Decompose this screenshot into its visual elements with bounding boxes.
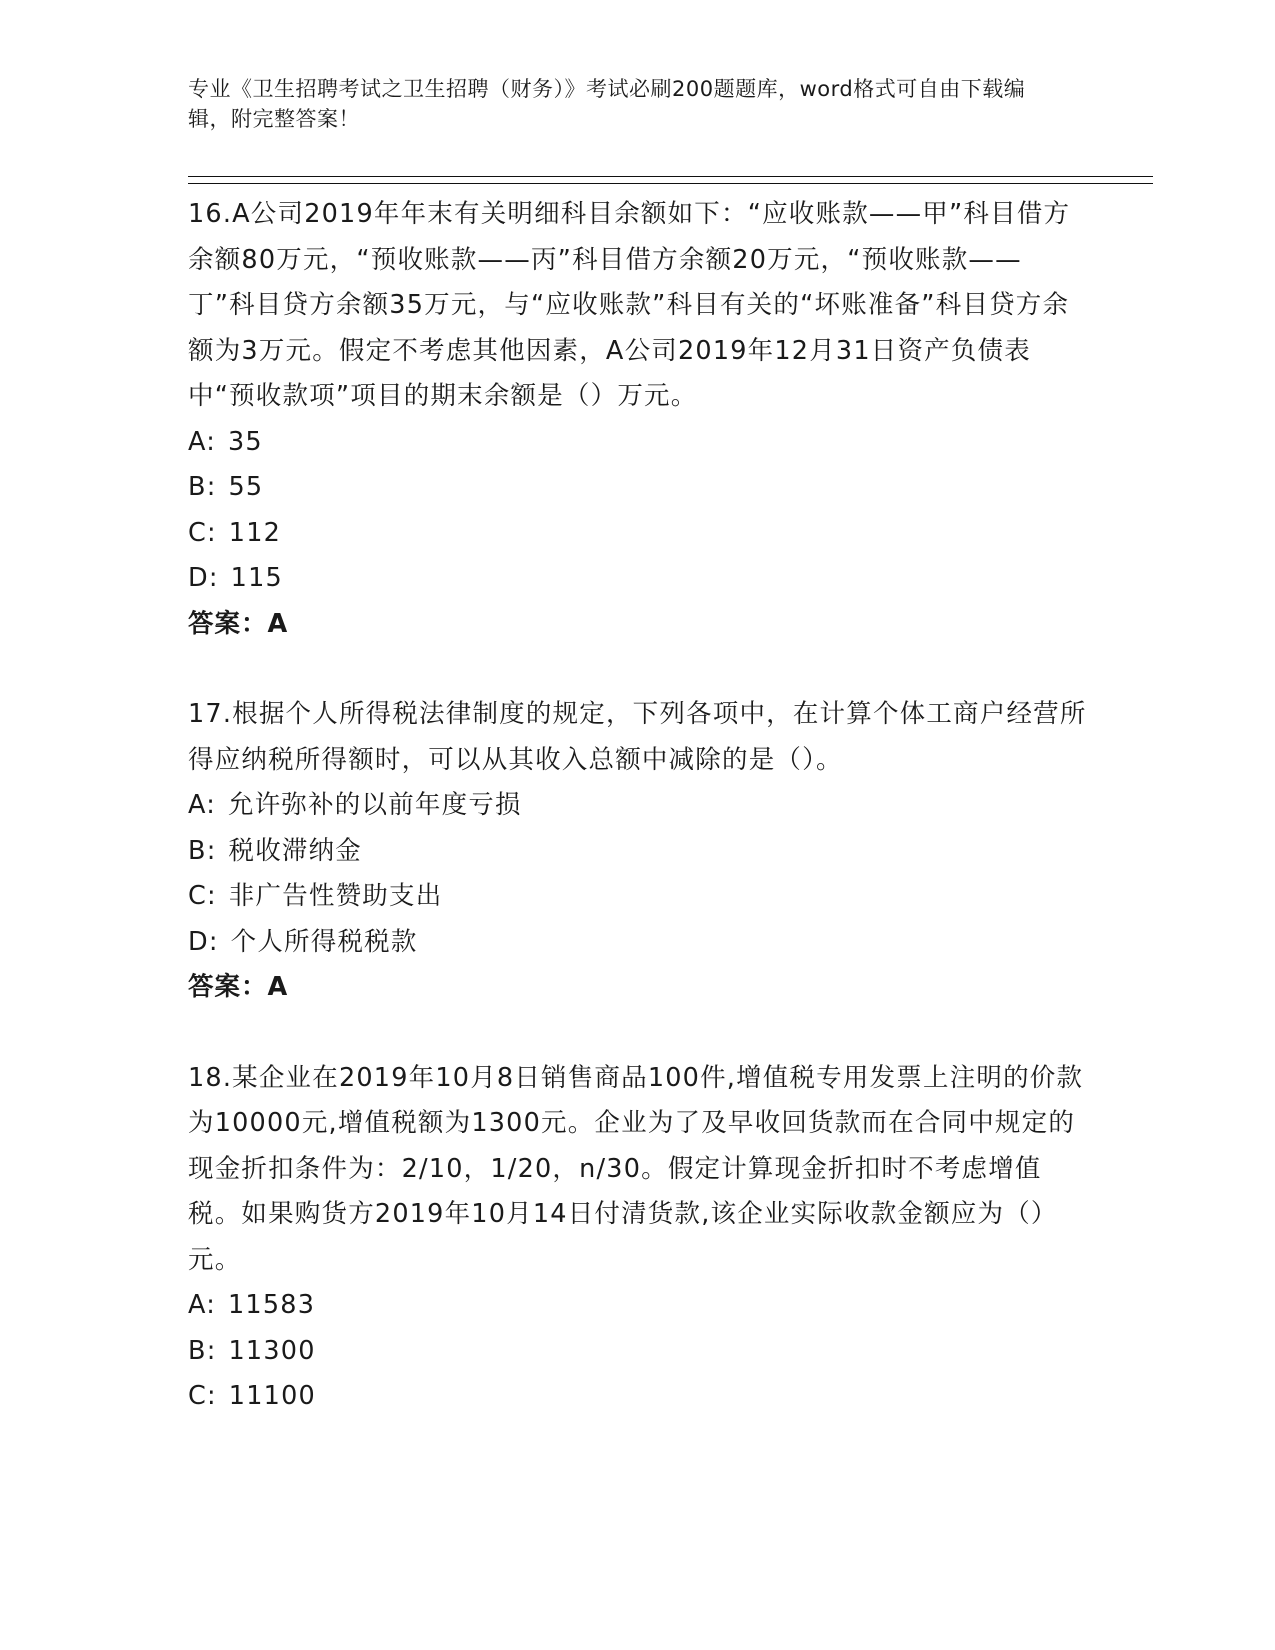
option-text: 个人所得税税款 [230, 926, 418, 957]
answer-label: 答案：A [188, 972, 289, 1002]
option-key: A: [188, 790, 216, 820]
header-divider-top [188, 176, 1153, 177]
option-key: C: [188, 881, 217, 911]
question-18 [188, 1056, 1088, 1420]
answer-label: 答案：A [188, 608, 289, 639]
option-text: 允许弥补的以前年度亏损 [228, 790, 522, 820]
option-c [188, 511, 1088, 557]
option-c [188, 874, 1088, 920]
option-text: 115 [230, 563, 283, 593]
option-key: D: [188, 563, 219, 593]
option-d [188, 920, 1088, 966]
option-b [188, 1329, 1088, 1375]
option-text: 11100 [228, 1381, 316, 1411]
option-key: B: [188, 1335, 217, 1366]
option-text: 11583 [228, 1290, 316, 1320]
option-key: C: [188, 1381, 217, 1411]
question-spacer [188, 1011, 1088, 1056]
option-text: 11300 [228, 1335, 316, 1366]
question-spacer [188, 647, 1088, 692]
question-stem: 17.根据个人所得税法律制度的规定，下列各项中，在计算个体工商户经营所得应纳税所得额时，可以从其收入总额中减除的是（）。 [188, 699, 1087, 775]
option-b [188, 829, 1088, 875]
option-text: 非广告性赞助支出 [228, 881, 443, 911]
option-key: A: [188, 1290, 216, 1320]
question-17 [188, 692, 1088, 1011]
document-header: 专业《卫生招聘考试之卫生招聘（财务）》考试必刷200题题库，word格式可自由下载编辑，附完整答案！ [188, 77, 1026, 131]
option-key: B: [188, 472, 217, 502]
header-divider-bottom [188, 183, 1153, 184]
option-text: 35 [228, 426, 263, 457]
option-a [188, 420, 1088, 466]
option-key: C: [188, 517, 217, 548]
option-text: 税收滞纳金 [228, 835, 363, 866]
option-d [188, 556, 1088, 602]
question-list [188, 192, 1088, 1420]
option-b [188, 465, 1088, 511]
option-key: B: [188, 835, 217, 866]
option-key: A: [188, 426, 216, 457]
question-stem: 16.A公司2019年年末有关明细科目余额如下：“应收账款——甲”科目借方余额80万元，“预收账款——丙”科目借方余额20万元，“预收账款——丁”科目贷方余额35万元，与“应收账款”科目有关的“坏账准备”科目贷方余额为3万元。假定不考虑其他因素，A公司2019年12月31日资产负债表中“预收款项”项目的期末余额是（）万元。 [188, 199, 1071, 411]
option-key: D: [188, 926, 219, 957]
option-text: 55 [228, 472, 264, 502]
option-c [188, 1374, 1088, 1420]
option-a [188, 783, 1088, 829]
question-stem: 18.某企业在2019年10月8日销售商品100件,增值税专用发票上注明的价款为10000元,增值税额为1300元。企业为了及早收回货款而在合同中规定的现金折扣条件为：2/10，1/20，n/30。假定计算现金折扣时不考虑增值税。如果购货方2019年10月14日付清货款,该企业实际收款金额应为（）元。 [188, 1062, 1084, 1275]
question-16 [188, 192, 1088, 647]
option-text: 112 [228, 517, 282, 548]
option-a [188, 1283, 1088, 1329]
